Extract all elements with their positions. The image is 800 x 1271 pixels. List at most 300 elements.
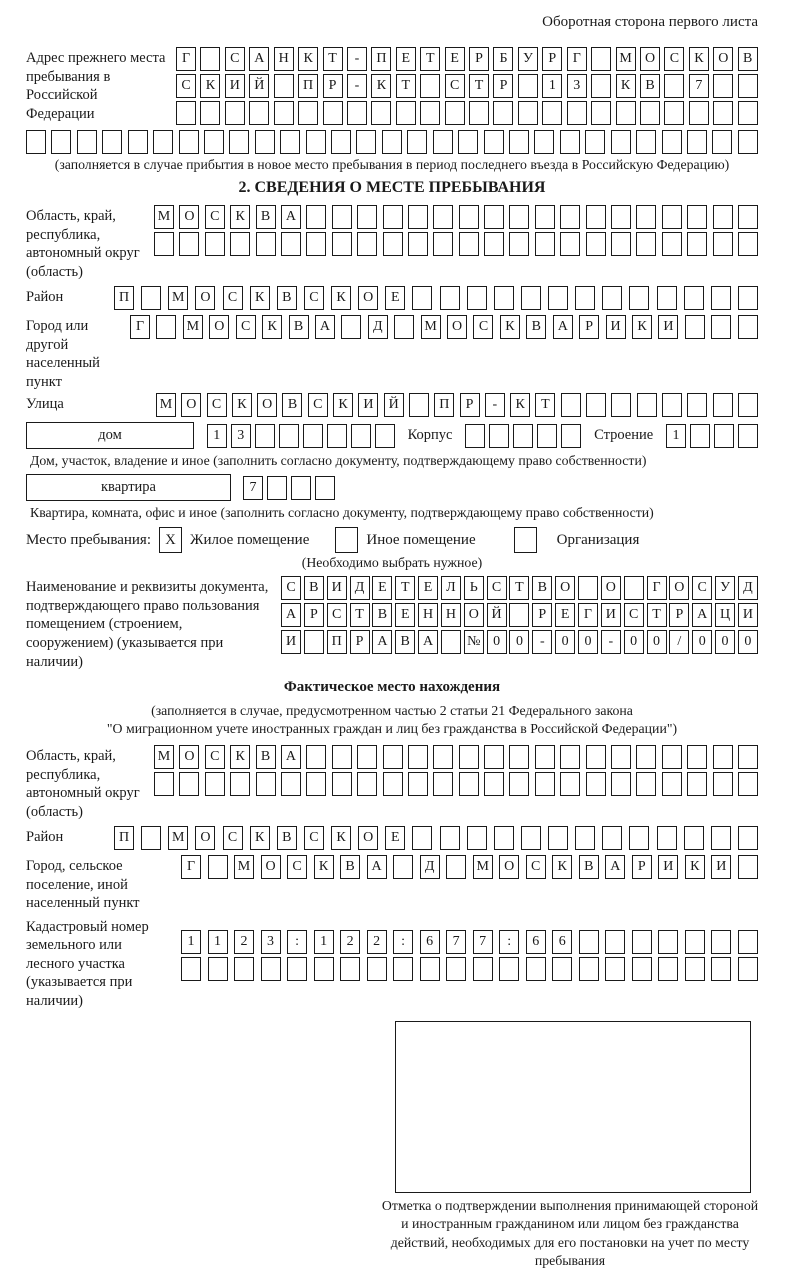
- char-box: С: [487, 576, 507, 600]
- char-box: [636, 745, 656, 769]
- char-box: М: [616, 47, 636, 71]
- char-box: О: [669, 576, 689, 600]
- char-box: 1: [314, 930, 334, 954]
- char-box: [611, 232, 631, 256]
- char-box: [687, 393, 707, 417]
- other-premises-checkbox: [335, 527, 358, 553]
- char-box: [636, 205, 656, 229]
- char-box: [711, 315, 731, 339]
- korpus-cells: [465, 424, 581, 448]
- char-box: [509, 772, 529, 796]
- char-box: [433, 772, 453, 796]
- char-box: А: [249, 47, 269, 71]
- char-box: М: [154, 205, 174, 229]
- char-box: [347, 101, 367, 125]
- char-box: [535, 772, 555, 796]
- char-box: [685, 957, 705, 981]
- char-box: 6: [552, 930, 572, 954]
- char-box: О: [358, 286, 378, 310]
- oblast-field: [26, 205, 758, 281]
- char-box: [713, 393, 733, 417]
- char-box: О: [195, 286, 215, 310]
- char-box: В: [526, 315, 546, 339]
- char-box: [287, 957, 307, 981]
- char-box: Г: [647, 576, 667, 600]
- char-box: Н: [418, 603, 438, 627]
- char-box: [591, 47, 611, 71]
- char-box: Д: [368, 315, 388, 339]
- char-box: [341, 315, 361, 339]
- char-box: [509, 232, 529, 256]
- actual-city-row: [181, 855, 758, 879]
- char-box: В: [640, 74, 660, 98]
- char-box: [323, 101, 343, 125]
- char-box: Е: [385, 826, 405, 850]
- char-box: [561, 424, 581, 448]
- residential-checkbox: X: [159, 527, 182, 553]
- char-box: Е: [396, 47, 416, 71]
- char-box: К: [230, 205, 250, 229]
- char-box: М: [234, 855, 254, 879]
- char-box: О: [181, 393, 201, 417]
- char-box: [711, 286, 731, 310]
- char-box: [738, 424, 758, 448]
- char-box: [662, 393, 682, 417]
- char-box: К: [298, 47, 318, 71]
- char-box: В: [579, 855, 599, 879]
- char-box: Р: [542, 47, 562, 71]
- char-box: [738, 101, 758, 125]
- char-box: [128, 130, 148, 154]
- char-box: [208, 957, 228, 981]
- char-box: С: [236, 315, 256, 339]
- char-box: [560, 745, 580, 769]
- char-box: А: [315, 315, 335, 339]
- char-box: -: [347, 74, 367, 98]
- char-box: Ц: [715, 603, 735, 627]
- cadastre-row-2: [181, 957, 758, 981]
- char-box: [181, 957, 201, 981]
- char-box: [629, 286, 649, 310]
- char-box: И: [658, 855, 678, 879]
- char-box: [383, 772, 403, 796]
- char-box: В: [738, 47, 758, 71]
- stroenie-label: Строение: [594, 427, 654, 444]
- char-box: [332, 772, 352, 796]
- char-box: [738, 130, 758, 154]
- char-box: [629, 826, 649, 850]
- char-box: [351, 424, 371, 448]
- char-box: [687, 745, 707, 769]
- char-box: С: [692, 576, 712, 600]
- char-box: Д: [350, 576, 370, 600]
- char-box: С: [281, 576, 301, 600]
- prev-address-caption: (заполняется в случае прибытия в новое место пребывания в период последнего въезда в Российскую Федерацию): [54, 157, 730, 172]
- char-box: [611, 130, 631, 154]
- char-box: К: [500, 315, 520, 339]
- actual-location-heading: Фактическое место нахождения: [283, 679, 501, 696]
- char-box: [446, 957, 466, 981]
- char-box: [685, 315, 705, 339]
- char-box: А: [605, 855, 625, 879]
- char-box: К: [262, 315, 282, 339]
- char-box: Р: [532, 603, 552, 627]
- char-box: М: [156, 393, 176, 417]
- char-box: [459, 232, 479, 256]
- char-box: [685, 930, 705, 954]
- char-box: П: [114, 826, 134, 850]
- char-box: П: [371, 47, 391, 71]
- char-box: Т: [535, 393, 555, 417]
- char-box: И: [606, 315, 626, 339]
- char-box: 0: [487, 630, 507, 654]
- char-box: [383, 205, 403, 229]
- char-box: С: [624, 603, 644, 627]
- char-box: [521, 286, 541, 310]
- cadastre-field: [26, 916, 758, 1011]
- char-box: [340, 957, 360, 981]
- char-box: [267, 476, 287, 500]
- char-box: 2: [340, 930, 360, 954]
- char-box: [738, 393, 758, 417]
- char-box: [662, 772, 682, 796]
- char-box: [420, 957, 440, 981]
- city-row: [130, 315, 758, 339]
- char-box: Р: [460, 393, 480, 417]
- house-caption: Дом, участок, владение и иное (заполнить согласно документу, подтверждающему право собственности): [30, 453, 647, 469]
- char-box: -: [485, 393, 505, 417]
- char-box: Е: [385, 286, 405, 310]
- prev-address-row-4: [26, 130, 758, 154]
- char-box: У: [715, 576, 735, 600]
- char-box: С: [176, 74, 196, 98]
- actual-rayon-row: [114, 826, 758, 850]
- char-box: К: [230, 745, 250, 769]
- char-box: К: [552, 855, 572, 879]
- prev-address-row-2: [176, 74, 758, 98]
- house-row: [26, 422, 758, 449]
- char-box: [357, 745, 377, 769]
- char-box: [445, 101, 465, 125]
- char-box: С: [445, 74, 465, 98]
- char-box: Т: [323, 47, 343, 71]
- char-box: Р: [304, 603, 324, 627]
- stamp-caption: Отметка о подтверждении выполнения принимающей стороной и иностранным гражданином или лицом без гражданства действий, необходимых для его постановки на учет по месту пребывания: [381, 1197, 759, 1269]
- char-box: [738, 772, 758, 796]
- char-box: О: [257, 393, 277, 417]
- char-box: [605, 957, 625, 981]
- char-box: [687, 232, 707, 256]
- street-row: [156, 393, 758, 417]
- char-box: С: [223, 286, 243, 310]
- prev-address-field: [26, 47, 758, 125]
- char-box: [357, 232, 377, 256]
- char-box: [548, 286, 568, 310]
- char-box: 6: [526, 930, 546, 954]
- char-box: К: [331, 286, 351, 310]
- char-box: С: [223, 826, 243, 850]
- char-box: :: [393, 930, 413, 954]
- char-box: П: [434, 393, 454, 417]
- char-box: О: [640, 47, 660, 71]
- apartment-row: [26, 474, 758, 501]
- char-box: [616, 101, 636, 125]
- actual-city-label: Город, сельское поселение, иной населенный пункт: [26, 858, 140, 912]
- char-box: 7: [473, 930, 493, 954]
- stay-type-row: [26, 527, 758, 553]
- char-box: 1: [207, 424, 227, 448]
- char-box: М: [154, 745, 174, 769]
- char-box: [433, 130, 453, 154]
- char-box: Р: [632, 855, 652, 879]
- char-box: [657, 826, 677, 850]
- char-box: [560, 130, 580, 154]
- char-box: [611, 745, 631, 769]
- char-box: [684, 286, 704, 310]
- char-box: [535, 205, 555, 229]
- char-box: К: [632, 315, 652, 339]
- char-box: К: [250, 286, 270, 310]
- char-box: [281, 772, 301, 796]
- char-box: С: [308, 393, 328, 417]
- char-box: К: [314, 855, 334, 879]
- char-box: [690, 424, 710, 448]
- char-box: [176, 101, 196, 125]
- char-box: 1: [542, 74, 562, 98]
- organization-label: Организация: [556, 531, 640, 548]
- char-box: [441, 630, 461, 654]
- char-box: [306, 745, 326, 769]
- char-box: [560, 205, 580, 229]
- right-doc-row-3: [281, 630, 758, 654]
- actual-oblast-row-1: [154, 745, 758, 769]
- char-box: И: [358, 393, 378, 417]
- right-doc-field: [26, 576, 758, 671]
- char-box: [662, 130, 682, 154]
- char-box: [662, 205, 682, 229]
- char-box: [657, 286, 677, 310]
- char-box: [306, 772, 326, 796]
- char-box: О: [358, 826, 378, 850]
- char-box: [611, 393, 631, 417]
- char-box: К: [685, 855, 705, 879]
- char-box: Р: [669, 603, 689, 627]
- char-box: Т: [420, 47, 440, 71]
- char-box: Е: [372, 576, 392, 600]
- char-box: А: [553, 315, 573, 339]
- char-box: 3: [261, 930, 281, 954]
- char-box: И: [711, 855, 731, 879]
- char-box: [306, 130, 326, 154]
- char-box: [586, 205, 606, 229]
- house-box: дом: [26, 422, 194, 449]
- char-box: В: [340, 855, 360, 879]
- char-box: [205, 772, 225, 796]
- char-box: Р: [350, 630, 370, 654]
- char-box: [518, 74, 538, 98]
- char-box: С: [225, 47, 245, 71]
- char-box: К: [371, 74, 391, 98]
- char-box: [371, 101, 391, 125]
- char-box: У: [518, 47, 538, 71]
- char-box: [509, 603, 529, 627]
- char-box: [465, 424, 485, 448]
- char-box: [225, 101, 245, 125]
- char-box: [484, 232, 504, 256]
- char-box: А: [367, 855, 387, 879]
- stamp-box: [395, 1021, 751, 1193]
- char-box: [420, 74, 440, 98]
- char-box: [687, 205, 707, 229]
- char-box: [306, 232, 326, 256]
- rayon-label: Район: [26, 289, 64, 306]
- char-box: [534, 130, 554, 154]
- char-box: [440, 826, 460, 850]
- char-box: [713, 772, 733, 796]
- char-box: В: [277, 826, 297, 850]
- organization-checkbox: [514, 527, 537, 553]
- char-box: [714, 424, 734, 448]
- char-box: [393, 957, 413, 981]
- char-box: [662, 232, 682, 256]
- char-box: А: [281, 205, 301, 229]
- char-box: [315, 476, 335, 500]
- char-box: В: [532, 576, 552, 600]
- char-box: [459, 772, 479, 796]
- char-box: Т: [396, 74, 416, 98]
- char-box: Й: [249, 74, 269, 98]
- actual-oblast-label: Область, край, республика, автономный округ (область): [26, 747, 140, 820]
- prev-address-rows: [176, 47, 758, 125]
- char-box: М: [183, 315, 203, 339]
- right-doc-row-1: [281, 576, 758, 600]
- char-box: [204, 130, 224, 154]
- char-box: [535, 745, 555, 769]
- char-box: [713, 74, 733, 98]
- char-box: С: [205, 205, 225, 229]
- char-box: [281, 232, 301, 256]
- char-box: А: [281, 603, 301, 627]
- char-box: М: [168, 286, 188, 310]
- char-box: Т: [395, 576, 415, 600]
- char-box: [332, 205, 352, 229]
- char-box: [738, 315, 758, 339]
- char-box: [433, 205, 453, 229]
- char-box: [407, 130, 427, 154]
- char-box: И: [225, 74, 245, 98]
- char-box: [433, 745, 453, 769]
- char-box: [575, 286, 595, 310]
- char-box: [331, 130, 351, 154]
- char-box: [77, 130, 97, 154]
- char-box: [602, 826, 622, 850]
- street-field: [26, 393, 758, 417]
- char-box: [261, 957, 281, 981]
- char-box: [458, 130, 478, 154]
- char-box: -: [601, 630, 621, 654]
- char-box: [560, 232, 580, 256]
- char-box: И: [601, 603, 621, 627]
- char-box: С: [207, 393, 227, 417]
- char-box: С: [287, 855, 307, 879]
- char-box: [141, 286, 161, 310]
- char-box: А: [281, 745, 301, 769]
- other-premises-label: Иное помещение: [366, 531, 476, 548]
- char-box: [484, 205, 504, 229]
- char-box: 1: [208, 930, 228, 954]
- char-box: [412, 826, 432, 850]
- char-box: К: [510, 393, 530, 417]
- char-box: С: [205, 745, 225, 769]
- char-box: В: [282, 393, 302, 417]
- actual-location-note-1: (заполняется в случае, предусмотренном частью 2 статьи 21 Федерального закона: [151, 703, 633, 719]
- char-box: [256, 772, 276, 796]
- char-box: [567, 101, 587, 125]
- char-box: И: [658, 315, 678, 339]
- char-box: [382, 130, 402, 154]
- char-box: [687, 772, 707, 796]
- char-box: [255, 130, 275, 154]
- char-box: [409, 393, 429, 417]
- char-box: [280, 130, 300, 154]
- char-box: [537, 424, 557, 448]
- char-box: [636, 232, 656, 256]
- char-box: [738, 957, 758, 981]
- char-box: [459, 205, 479, 229]
- char-box: [636, 130, 656, 154]
- char-box: [230, 772, 250, 796]
- char-box: Г: [176, 47, 196, 71]
- char-box: О: [261, 855, 281, 879]
- char-box: [611, 772, 631, 796]
- char-box: Д: [738, 576, 758, 600]
- char-box: [484, 772, 504, 796]
- char-box: В: [304, 576, 324, 600]
- char-box: Р: [493, 74, 513, 98]
- actual-rayon-field: [26, 826, 758, 850]
- char-box: [662, 745, 682, 769]
- char-box: [684, 826, 704, 850]
- char-box: [552, 957, 572, 981]
- char-box: Т: [350, 603, 370, 627]
- char-box: [611, 205, 631, 229]
- cadastre-row-1: [181, 930, 758, 954]
- char-box: [738, 205, 758, 229]
- char-box: Р: [469, 47, 489, 71]
- char-box: 1: [181, 930, 201, 954]
- char-box: [356, 130, 376, 154]
- char-box: [408, 205, 428, 229]
- char-box: [586, 232, 606, 256]
- char-box: [509, 745, 529, 769]
- char-box: [459, 745, 479, 769]
- char-box: [738, 286, 758, 310]
- char-box: [303, 424, 323, 448]
- char-box: А: [692, 603, 712, 627]
- stay-type-note: (Необходимо выбрать нужное): [301, 555, 483, 571]
- char-box: Й: [487, 603, 507, 627]
- char-box: 0: [509, 630, 529, 654]
- char-box: [367, 957, 387, 981]
- apartment-box: квартира: [26, 474, 231, 501]
- char-box: Б: [493, 47, 513, 71]
- char-box: Н: [274, 47, 294, 71]
- char-box: [357, 772, 377, 796]
- char-box: [713, 745, 733, 769]
- char-box: [274, 101, 294, 125]
- street-label: Улица: [26, 396, 64, 413]
- char-box: [467, 286, 487, 310]
